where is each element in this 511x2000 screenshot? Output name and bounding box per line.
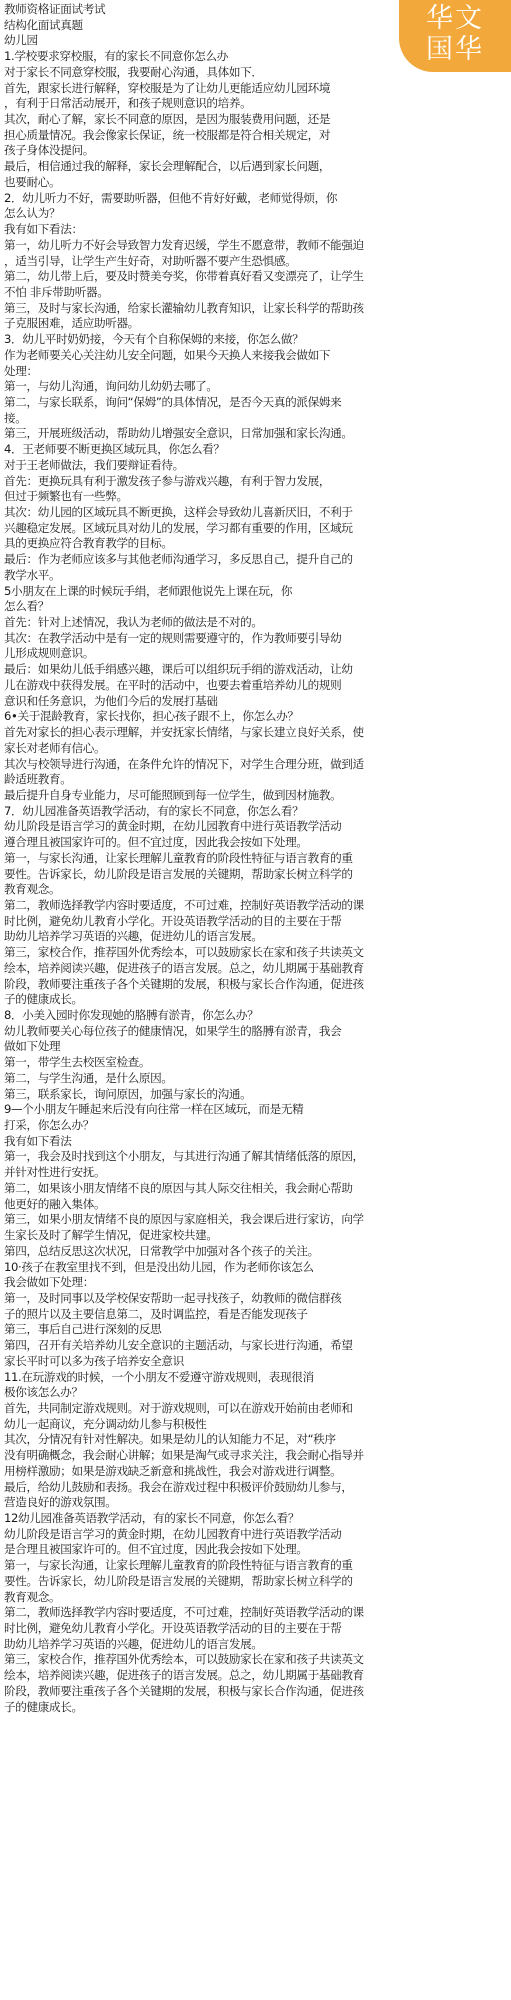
- text-line: 要性。告诉家长，幼儿阶段是语言发展的关键期，帮助家长树立科学的: [4, 866, 353, 881]
- text-line: 助幼儿培养学习英语的兴趣，促进幼儿的语言发展。: [4, 1636, 263, 1651]
- text-line: 幼儿教师要关心每位孩子的健康情况，如果学生的胳膊有淤青，我会: [4, 1023, 342, 1038]
- text-line: 怎么认为？: [4, 206, 61, 221]
- text-line: 我有如下看法: [4, 1133, 72, 1148]
- text-line: 我有如下看法：: [4, 222, 83, 237]
- text-line: 第三，事后自己进行深刻的反思: [4, 1322, 162, 1337]
- text-line: 第二，与家长联系，询问“保姆”的具体情况，是否今天真的派保姆来: [4, 394, 342, 409]
- text-line: 第四，总结反思这次状况，日常教学中加强对各个孩子的关注。: [4, 1243, 319, 1258]
- text-line: 生家长及时了解学生情况，促进家校共建。: [4, 1228, 218, 1243]
- text-line: 子的健康成长。: [4, 1699, 83, 1714]
- text-line: 10·孩子在教室里找不到，但是没出幼儿园，作为老师你该怎么: [4, 1259, 314, 1274]
- text-line: 第一，与幼儿沟通，询问幼儿幼奶去哪了。: [4, 379, 218, 394]
- text-line: 教育观念。: [4, 882, 61, 897]
- text-line: 营造良好的游戏氛围。: [4, 1495, 117, 1510]
- text-line: 子的照片以及主要信息第二，及时调监控，看是否能发现孩子: [4, 1306, 308, 1321]
- watermark-logo: [399, 0, 511, 72]
- text-line: 兴趣稳定发展。区域玩具对幼儿的发展，学习都有重要的作用，区域玩: [4, 520, 353, 535]
- text-line: 接。: [4, 410, 27, 425]
- text-line: 没有明确概念，我会耐心讲解；如果是淘气或寻求关注，我会耐心指导并: [4, 1448, 364, 1463]
- text-line: 意识和任务意识，为他们今后的发展打基础: [4, 693, 218, 708]
- text-line: 最后，给幼儿鼓励和表扬。我会在游戏过程中积极评价鼓励幼儿参与，: [4, 1479, 353, 1494]
- text-line: 第四，召开有关培养幼儿安全意识的主题活动，与家长进行沟通，希望: [4, 1338, 353, 1353]
- text-line: 11.在玩游戏的时候，一个小朋友不爱遵守游戏规则，表现很消: [4, 1369, 314, 1384]
- text-line: 第三，及时与家长沟通，给家长灌输幼儿教育知识，让家长科学的帮助孩: [4, 300, 364, 315]
- text-line: 极你该怎么办？: [4, 1385, 83, 1400]
- text-line: 第一，幼儿听力不好会导致智力发育迟缓，学生不愿意带，教师不能强迫: [4, 237, 364, 252]
- text-line: 他更好的融入集体。: [4, 1196, 106, 1211]
- text-line: 第一，我会及时找到这个小朋友，与其进行沟通了解其情绪低落的原因，: [4, 1149, 364, 1164]
- text-line: ，有利于日常活动展开，和孩子规则意识的培养。: [4, 96, 252, 111]
- text-line: 其次，分情况有针对性解决。如果是幼儿的认知能力不足，对“秩序: [4, 1432, 336, 1447]
- text-line: 绘本，培养阅读兴趣，促进孩子的语言发展。总之，幼儿期属于基础教育: [4, 960, 364, 975]
- text-line: 怎么看？: [4, 599, 49, 614]
- text-line: 首先：针对上述情况，我认为老师的做法是不对的。: [4, 615, 263, 630]
- text-line: 第三，开展班级活动，帮助幼儿增强安全意识，日常加强和家长沟通。: [4, 426, 353, 441]
- text-line: 阶段，教师要注重孩子各个关键期的发展，积极与家长合作沟通，促进孩: [4, 976, 364, 991]
- text-line: 做如下处理: [4, 1039, 61, 1054]
- text-line: 对于王老师做法，我们要辩证看待。: [4, 457, 184, 472]
- text-line: 家长对老师有信心。: [4, 740, 106, 755]
- text-line: 最后，相信通过我的解释，家长会理解配合，以后遇到家长问题，: [4, 159, 331, 174]
- text-line: 教师资格证面试考试: [4, 2, 106, 16]
- text-line: 孩子身体没提问。: [4, 143, 94, 158]
- text-line: 处理：: [4, 363, 38, 378]
- text-line: 第三，联系家长，询问原因，加强与家长的沟通。: [4, 1086, 252, 1101]
- text-line: 首先对家长的担心表示理解，并安抚家长情绪，与家长建立良好关系，使: [4, 725, 364, 740]
- text-line: 幼儿阶段是语言学习的黄金时期，在幼儿园教育中进行英语教学活动: [4, 1526, 342, 1541]
- text-line: 最后提升自身专业能力，尽可能照顾到每一位学生，做到因材施教。: [4, 787, 342, 802]
- text-line: 第二，如果该小朋友情绪不良的原因与其人际交往相关，我会耐心帮助: [4, 1180, 353, 1195]
- text-line: 2．幼儿听力不好，需要助听器，但他不肯好好戴，老师觉得烦，你: [4, 190, 338, 205]
- text-line: 5小朋友在上课的时候玩手绢，老师跟他说先上课在玩，你: [4, 583, 293, 598]
- text-line: 龄适班教育。: [4, 772, 72, 787]
- text-line: 其次：在教学活动中是有一定的规则需要遵守的，作为教师要引导幼: [4, 630, 342, 645]
- text-line: 其次与校领导进行沟通，在条件允许的情况下，对学生合理分班，做到适: [4, 756, 364, 771]
- text-line: 首先：更换玩具有利于激发孩子参与游戏兴趣，有利于智力发展，: [4, 473, 331, 488]
- text-line: 阶段，教师要注重孩子各个关键期的发展，积极与家长合作沟通，促进孩: [4, 1683, 364, 1698]
- logo-text-line2: 国华: [426, 34, 484, 65]
- text-line: 时比例，避免幼儿教育小学化。开设英语教学活动的目的主要在于帮: [4, 1621, 342, 1636]
- text-line: 8．小美入园时你发现她的胳膊有淤青，你怎么办？: [4, 1008, 259, 1022]
- text-line: 遵合理且被国家许可的。但不宜过度，因此我会按如下处理。: [4, 835, 308, 850]
- text-line: 6•关于混龄教育，家长找你，担心孩子跟不上，你怎么办？: [4, 709, 299, 724]
- text-line: 但过于频繁也有一些弊。: [4, 489, 128, 504]
- text-line: 作为老师要关心关注幼儿安全问题，如果今天换人来接我会做如下: [4, 347, 331, 362]
- text-line: 其次，耐心了解，家长不同意的原因，是因为服装费用问题，还是: [4, 112, 331, 127]
- text-line: 首先，共同制定游戏规则。对于游戏规则，可以在游戏开始前由老师和: [4, 1400, 353, 1415]
- text-line: 其次：幼儿园的区域玩具不断更换，这样会导致幼儿喜新厌旧，不利于: [4, 505, 353, 519]
- text-line: 教育观念。: [4, 1589, 61, 1604]
- text-line: 12幼儿园准备英语教学活动，有的家长不同意，你怎么看？: [4, 1511, 300, 1525]
- text-line: ，适当引导，让学生产生好奇，对助听器不要产生恐惧感。: [4, 253, 297, 268]
- text-line: 1.学校要求穿校服，有的家长不同意你怎么办: [4, 49, 228, 64]
- text-line: 幼儿园: [4, 33, 38, 48]
- text-line: 是合理且被国家许可的。但不宜过度，因此我会按如下处理。: [4, 1542, 308, 1557]
- text-line: 3．幼儿平时奶奶接，今天有个自称保姆的来接，你怎么做？: [4, 332, 304, 347]
- text-line: 9—个小朋友午睡起来后没有向往常一样在区域玩，而是无精: [4, 1102, 304, 1117]
- text-line: 第三，家校合作，推荐国外优秀绘本，可以鼓励家长在家和孩子共读英文: [4, 1652, 364, 1667]
- text-line: 具的更换应符合教育教学的目标。: [4, 536, 173, 551]
- text-line: 对于家长不同意穿校服，我要耐心沟通，具体如下．: [4, 64, 263, 79]
- text-line: 7．幼儿园准备英语教学活动，有的家长不同意，你怎么看？: [4, 803, 304, 818]
- text-line: 幼儿阶段是语言学习的黄金时期，在幼儿园教育中进行英语教学活动: [4, 819, 342, 834]
- text-line: 教学水平。: [4, 567, 61, 582]
- text-line: 我会做如下处理：: [4, 1275, 94, 1290]
- text-line: 担心质量情况。我会像家长保证，统一校服都是符合相关规定，对: [4, 127, 331, 142]
- text-line: 结构化面试真题: [4, 17, 83, 32]
- text-line: 绘本，培养阅读兴趣，促进孩子的语言发展。总之，幼儿期属于基础教育: [4, 1668, 364, 1683]
- text-line: 要性。告诉家长，幼儿阶段是语言发展的关键期，帮助家长树立科学的: [4, 1573, 353, 1588]
- text-line: 第三，家校合作，推荐国外优秀绘本，可以鼓励家长在家和孩子共读英文: [4, 945, 364, 960]
- text-line: 第一，与家长沟通，让家长理解儿童教育的阶段性特征与语言教育的重: [4, 1558, 353, 1573]
- text-line: 4．王老师要不断更换区域玩具，你怎么看？: [4, 442, 225, 457]
- text-line: 不怕 非斥带助听器。: [4, 284, 109, 299]
- text-line: 并针对性进行安抚。: [4, 1165, 106, 1180]
- text-line: 子克服困难，适应助听器。: [4, 316, 139, 331]
- text-line: 第二，幼儿带上后，要及时赞美夸奖，你带着真好看又变漂亮了，让学生: [4, 269, 364, 284]
- document-body: [4, 2, 504, 1715]
- text-line: 最后：如果幼儿低手绢感兴趣，课后可以组织玩手绢的游戏活动，让幼: [4, 662, 353, 677]
- logo-text-line1: 华文: [426, 3, 484, 34]
- text-line: 儿形成规则意识。: [4, 646, 94, 661]
- text-line: 首先，跟家长进行解释，穿校服是为了让幼儿更能适应幼儿园环境: [4, 80, 331, 95]
- text-line: 第二，教师选择教学内容时要适度，不可过难，控制好英语教学活动的课: [4, 897, 364, 912]
- text-line: 儿在游戏中获得发展。在平时的活动中，也要去着重培养幼儿的规则: [4, 677, 342, 692]
- text-line: 第二，教师选择教学内容时要适度，不可过难，控制好英语教学活动的课: [4, 1605, 364, 1620]
- text-line: 最后：作为老师应该多与其他老师沟通学习，多反思自己，提升自己的: [4, 552, 353, 567]
- text-line: 家长平时可以多为孩子培养安全意识: [4, 1353, 184, 1368]
- text-line: 第三，如果小朋友情绪不良的原因与家庭相关，我会课后进行家访，向学: [4, 1212, 364, 1227]
- text-line: 第一，及时同事以及学校保安帮助一起寻找孩子，幼教师的微信群孩: [4, 1290, 342, 1305]
- text-line: 用榜样激励；如果是游戏缺乏新意和挑战性，我会对游戏进行调整。: [4, 1463, 342, 1478]
- text-line: 打采，你怎么办？: [4, 1118, 94, 1133]
- text-line: 第一，带学生去校医室检查。: [4, 1055, 151, 1070]
- text-line: 幼儿一起商议，充分调动幼儿参与积极性: [4, 1416, 207, 1431]
- text-line: 也要耐心。: [4, 174, 61, 189]
- text-line: 时比例，避免幼儿教育小学化。开设英语教学活动的目的主要在于帮: [4, 913, 342, 928]
- text-line: 助幼儿培养学习英语的兴趣，促进幼儿的语言发展。: [4, 929, 263, 944]
- text-line: 第二，与学生沟通，是什么原因。: [4, 1070, 173, 1085]
- text-line: 第一，与家长沟通，让家长理解儿童教育的阶段性特征与语言教育的重: [4, 850, 353, 865]
- text-line: 子的健康成长。: [4, 992, 83, 1007]
